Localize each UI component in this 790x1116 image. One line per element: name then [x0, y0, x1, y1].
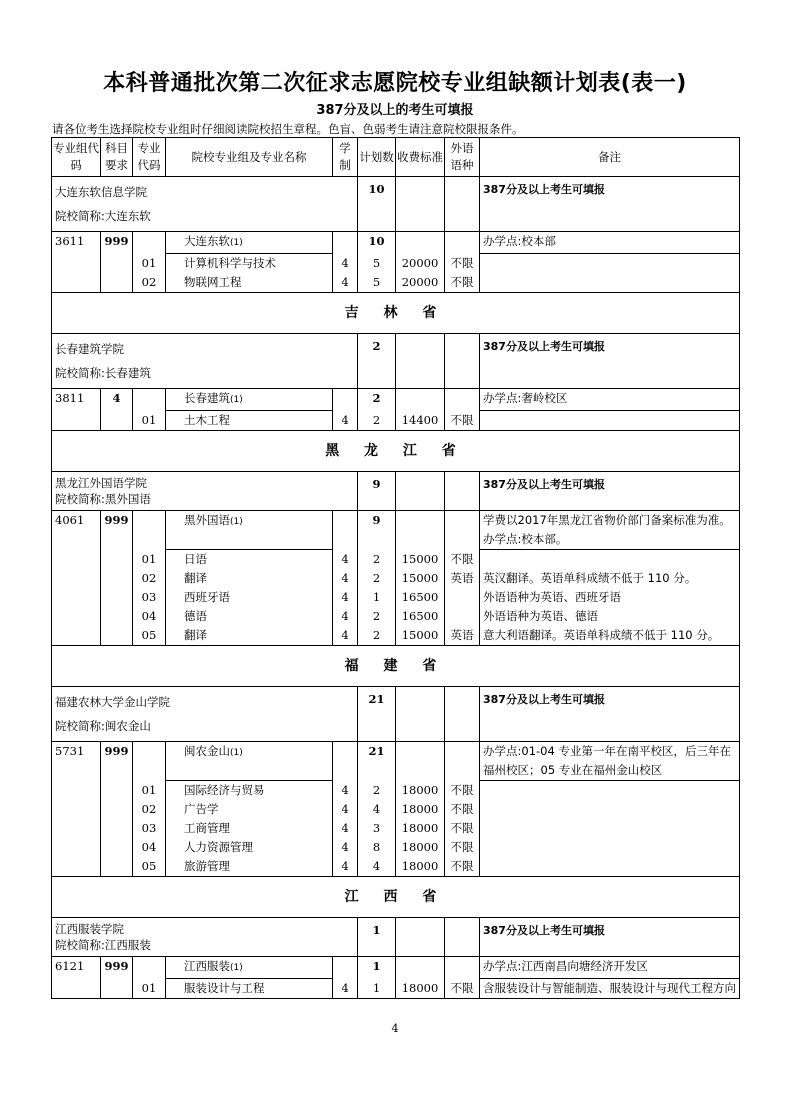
major-plan: 5	[358, 273, 396, 293]
header-plan: 计划数	[358, 138, 396, 177]
group-row	[52, 742, 740, 781]
school-lang-empty	[445, 687, 480, 742]
major-row	[52, 569, 740, 588]
major-years: 4	[333, 273, 358, 293]
major-remark	[480, 273, 740, 293]
major-row	[52, 781, 740, 801]
school-abbr: 院校简称:大连东软	[55, 209, 151, 223]
subject-requirement: 4	[101, 389, 133, 431]
group-suffix: (1)	[230, 395, 243, 405]
school-fee-empty	[396, 472, 445, 511]
major-years: 4	[333, 781, 358, 801]
major-name: 计算机科学与技术	[166, 254, 333, 274]
page-title: 本科普通批次第二次征求志愿院校专业组缺额计划表(表一)	[103, 71, 687, 96]
major-years: 4	[333, 857, 358, 877]
major-remark	[480, 800, 740, 819]
school-info	[52, 918, 358, 957]
school-row	[52, 687, 740, 742]
major-code: 01	[133, 550, 166, 570]
school-plan: 2	[358, 334, 396, 389]
major-row	[52, 273, 740, 293]
school-abbr: 院校简称:江西服装	[55, 938, 151, 952]
major-plan: 4	[358, 857, 396, 877]
major-years: 4	[333, 979, 358, 999]
group-row	[52, 232, 740, 254]
group-name: 闽农金山	[184, 744, 230, 758]
major-fee: 15000	[396, 550, 445, 570]
major-fee: 15000	[396, 569, 445, 588]
group-lang-empty	[445, 511, 480, 550]
major-years: 4	[333, 254, 358, 274]
major-language: 不限	[445, 411, 480, 431]
major-fee: 14400	[396, 411, 445, 431]
major-name: 西班牙语	[166, 588, 333, 607]
school-abbr: 院校简称:黑外国语	[55, 492, 151, 506]
group-major-code-empty	[133, 742, 166, 781]
major-row	[52, 588, 740, 607]
major-remark: 含服装设计与智能制造、服装设计与现代工程方向	[480, 979, 740, 999]
school-lang-empty	[445, 177, 480, 232]
major-years: 4	[333, 550, 358, 570]
major-remark	[480, 550, 740, 570]
page-number: 4	[391, 1022, 399, 1035]
major-fee: 16500	[396, 588, 445, 607]
major-name: 旅游管理	[166, 857, 333, 877]
major-name: 国际经济与贸易	[166, 781, 333, 801]
major-language: 不限	[445, 781, 480, 801]
school-row	[52, 472, 740, 511]
major-plan: 1	[358, 979, 396, 999]
major-row	[52, 857, 740, 877]
group-name-cell	[166, 389, 333, 411]
major-fee: 18000	[396, 800, 445, 819]
major-row	[52, 626, 740, 646]
major-plan: 1	[358, 588, 396, 607]
major-plan: 5	[358, 254, 396, 274]
major-remark: 外语语种为英语、德语	[480, 607, 740, 626]
school-name: 大连东软信息学院	[55, 185, 147, 199]
group-remark: 办学点:江西南昌向塘经济开发区	[480, 957, 740, 979]
major-code: 02	[133, 800, 166, 819]
group-plan: 2	[358, 389, 396, 411]
group-major-code-empty	[133, 389, 166, 411]
major-remark	[480, 857, 740, 877]
school-name: 江西服装学院	[55, 922, 124, 936]
major-remark	[480, 781, 740, 801]
group-plan: 21	[358, 742, 396, 781]
major-code: 03	[133, 588, 166, 607]
subject-requirement: 999	[101, 742, 133, 877]
major-fee: 18000	[396, 979, 445, 999]
major-code: 02	[133, 569, 166, 588]
group-major-code-empty	[133, 511, 166, 550]
school-row	[52, 177, 740, 232]
school-name: 长春建筑学院	[55, 342, 124, 356]
major-language: 不限	[445, 838, 480, 857]
major-fee: 18000	[396, 781, 445, 801]
school-lang-empty	[445, 918, 480, 957]
major-name: 人力资源管理	[166, 838, 333, 857]
major-row	[52, 979, 740, 999]
group-name: 长春建筑	[184, 391, 230, 405]
school-abbr: 院校简称:闽农金山	[55, 719, 151, 733]
group-remark: 学费以2017年黑龙江省物价部门备案标准为准。办学点:校本部。	[480, 511, 740, 550]
school-remark: 387分及以上考生可填报	[480, 472, 740, 511]
header-years: 学制	[333, 138, 358, 177]
group-years-empty	[333, 389, 358, 411]
major-language: 不限	[445, 550, 480, 570]
major-language: 不限	[445, 273, 480, 293]
group-suffix: (1)	[230, 517, 243, 527]
school-remark: 387分及以上考生可填报	[480, 177, 740, 232]
major-years: 4	[333, 626, 358, 646]
group-remark: 办学点:01-04 专业第一年在南平校区，后三年在福州校区；05 专业在福州金山校区	[480, 742, 740, 781]
major-name: 德语	[166, 607, 333, 626]
major-name: 土木工程	[166, 411, 333, 431]
major-row	[52, 800, 740, 819]
major-code: 02	[133, 273, 166, 293]
province-row	[52, 431, 740, 472]
group-suffix: (1)	[230, 238, 243, 248]
school-abbr: 院校简称:长春建筑	[55, 366, 151, 380]
major-name: 工商管理	[166, 819, 333, 838]
province-name: 黑 龙 江 省	[52, 431, 740, 472]
group-row	[52, 511, 740, 550]
major-code: 01	[133, 979, 166, 999]
major-name: 物联网工程	[166, 273, 333, 293]
group-fee-empty	[396, 742, 445, 781]
school-remark: 387分及以上考生可填报	[480, 334, 740, 389]
major-language: 英语	[445, 569, 480, 588]
group-name: 黑外国语	[184, 513, 230, 527]
group-years-empty	[333, 742, 358, 781]
school-name: 福建农林大学金山学院	[55, 695, 170, 709]
major-language: 不限	[445, 254, 480, 274]
group-name-cell	[166, 742, 333, 781]
subject-requirement: 999	[101, 511, 133, 646]
group-code: 4061	[52, 511, 101, 646]
major-plan: 2	[358, 607, 396, 626]
school-plan: 10	[358, 177, 396, 232]
major-language: 英语	[445, 626, 480, 646]
major-name: 服装设计与工程	[166, 979, 333, 999]
subject-requirement: 999	[101, 232, 133, 293]
major-years: 4	[333, 569, 358, 588]
header-language: 外语语种	[445, 138, 480, 177]
province-name: 吉 林 省	[52, 293, 740, 334]
province-row	[52, 293, 740, 334]
group-row	[52, 389, 740, 411]
major-fee: 20000	[396, 273, 445, 293]
province-row	[52, 646, 740, 687]
major-years: 4	[333, 838, 358, 857]
table-header-row	[52, 138, 740, 177]
group-lang-empty	[445, 389, 480, 411]
major-plan: 4	[358, 800, 396, 819]
school-fee-empty	[396, 334, 445, 389]
group-name: 江西服装	[184, 959, 230, 973]
plan-table	[51, 137, 740, 999]
major-code: 04	[133, 607, 166, 626]
group-fee-empty	[396, 232, 445, 254]
major-years: 4	[333, 800, 358, 819]
group-lang-empty	[445, 232, 480, 254]
major-name: 日语	[166, 550, 333, 570]
major-fee: 16500	[396, 607, 445, 626]
group-suffix: (1)	[230, 748, 243, 758]
group-name-cell	[166, 511, 333, 550]
group-plan: 10	[358, 232, 396, 254]
group-fee-empty	[396, 389, 445, 411]
school-fee-empty	[396, 177, 445, 232]
group-code: 5731	[52, 742, 101, 877]
major-code: 01	[133, 411, 166, 431]
major-plan: 2	[358, 569, 396, 588]
subject-requirement: 999	[101, 957, 133, 999]
school-fee-empty	[396, 918, 445, 957]
school-row	[52, 918, 740, 957]
major-row	[52, 607, 740, 626]
group-remark: 办学点:奢岭校区	[480, 389, 740, 411]
major-years: 4	[333, 819, 358, 838]
group-suffix: (1)	[230, 963, 243, 973]
major-plan: 2	[358, 626, 396, 646]
major-code: 01	[133, 254, 166, 274]
group-code: 3611	[52, 232, 101, 293]
group-years-empty	[333, 511, 358, 550]
major-language: 不限	[445, 857, 480, 877]
major-row	[52, 550, 740, 570]
group-code: 6121	[52, 957, 101, 999]
major-plan: 3	[358, 819, 396, 838]
group-major-code-empty	[133, 232, 166, 254]
group-plan: 9	[358, 511, 396, 550]
major-language	[445, 588, 480, 607]
major-row	[52, 819, 740, 838]
school-remark: 387分及以上考生可填报	[480, 687, 740, 742]
school-info	[52, 334, 358, 389]
major-row	[52, 838, 740, 857]
major-plan: 8	[358, 838, 396, 857]
group-years-empty	[333, 232, 358, 254]
school-name: 黑龙江外国语学院	[55, 476, 147, 490]
group-name-cell	[166, 232, 333, 254]
school-plan: 1	[358, 918, 396, 957]
major-remark: 英汉翻译。英语单科成绩不低于 110 分。	[480, 569, 740, 588]
header-name: 院校专业组及专业名称	[166, 138, 333, 177]
header-subject-req: 科目要求	[101, 138, 133, 177]
school-lang-empty	[445, 334, 480, 389]
major-plan: 2	[358, 781, 396, 801]
major-fee: 20000	[396, 254, 445, 274]
school-plan: 9	[358, 472, 396, 511]
school-plan: 21	[358, 687, 396, 742]
major-remark: 外语语种为英语、西班牙语	[480, 588, 740, 607]
major-years: 4	[333, 607, 358, 626]
school-info	[52, 472, 358, 511]
group-fee-empty	[396, 511, 445, 550]
major-fee: 18000	[396, 838, 445, 857]
major-plan: 2	[358, 550, 396, 570]
notice-text: 请各位考生选择院校专业组时仔细阅读院校招生章程。色盲、色弱考生请注意院校限报条件。	[52, 122, 524, 136]
group-plan: 1	[358, 957, 396, 979]
major-years: 4	[333, 411, 358, 431]
group-name-cell	[166, 957, 333, 979]
major-code: 05	[133, 857, 166, 877]
major-remark	[480, 411, 740, 431]
school-fee-empty	[396, 687, 445, 742]
school-row	[52, 334, 740, 389]
major-remark: 意大利语翻译。英语单科成绩不低于 110 分。	[480, 626, 740, 646]
major-language: 不限	[445, 819, 480, 838]
province-row	[52, 877, 740, 918]
major-remark	[480, 819, 740, 838]
group-major-code-empty	[133, 957, 166, 979]
group-years-empty	[333, 957, 358, 979]
major-fee: 18000	[396, 819, 445, 838]
major-code: 03	[133, 819, 166, 838]
group-lang-empty	[445, 742, 480, 781]
major-fee: 15000	[396, 626, 445, 646]
header-fee: 收费标准	[396, 138, 445, 177]
major-code: 04	[133, 838, 166, 857]
header-group-code: 专业组代码	[52, 138, 101, 177]
school-info	[52, 177, 358, 232]
major-name: 广告学	[166, 800, 333, 819]
school-lang-empty	[445, 472, 480, 511]
major-row	[52, 254, 740, 274]
major-language	[445, 607, 480, 626]
major-years: 4	[333, 588, 358, 607]
major-language: 不限	[445, 979, 480, 999]
major-code: 01	[133, 781, 166, 801]
school-info	[52, 687, 358, 742]
group-row	[52, 957, 740, 979]
major-name: 翻译	[166, 626, 333, 646]
group-name: 大连东软	[184, 234, 230, 248]
province-name: 福 建 省	[52, 646, 740, 687]
group-fee-empty	[396, 957, 445, 979]
header-remark: 备注	[480, 138, 740, 177]
group-remark: 办学点:校本部	[480, 232, 740, 254]
major-plan: 2	[358, 411, 396, 431]
school-remark: 387分及以上考生可填报	[480, 918, 740, 957]
province-name: 江 西 省	[52, 877, 740, 918]
major-language: 不限	[445, 800, 480, 819]
page-subtitle: 387分及以上的考生可填报	[316, 103, 474, 118]
major-remark	[480, 254, 740, 274]
header-major-code: 专业代码	[133, 138, 166, 177]
major-code: 05	[133, 626, 166, 646]
major-remark	[480, 838, 740, 857]
group-lang-empty	[445, 957, 480, 979]
major-row	[52, 411, 740, 431]
group-code: 3811	[52, 389, 101, 431]
major-fee: 18000	[396, 857, 445, 877]
major-name: 翻译	[166, 569, 333, 588]
